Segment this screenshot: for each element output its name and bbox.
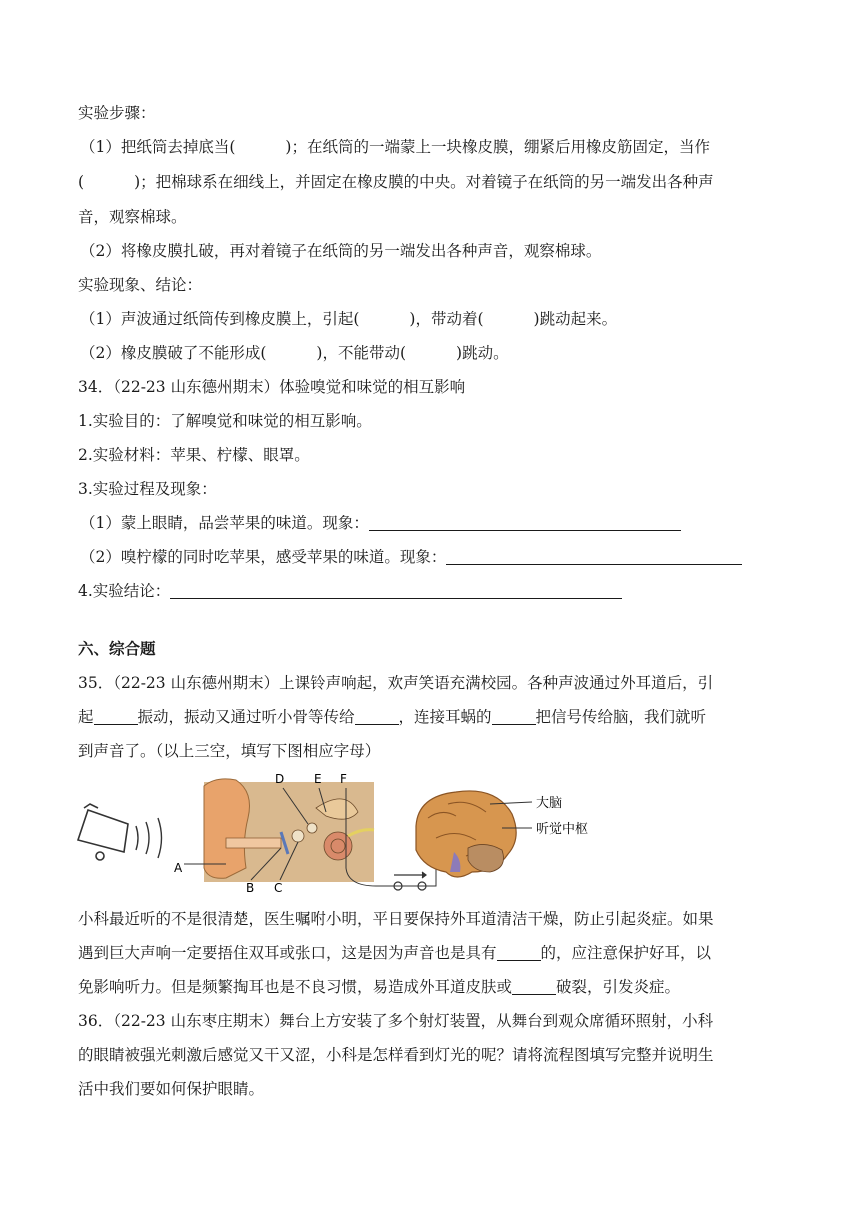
ear-cross-section [204,779,374,882]
q35-line1: 35．（22-23 山东德州期末）上课铃声响起，欢声笑语充满校园。各种声波通过外耳道后，引 [78,674,714,692]
label-c: C [274,881,283,895]
answer-blank[interactable] [497,944,541,961]
result1-line: （1）声波通过纸筒传到橡皮膜上，引起( )，带动着( )跳动起来。 [80,310,618,328]
auditory-center-label: 听觉中枢 [536,822,589,837]
q36-line1: 36．（22-23 山东枣庄期末）舞台上方安装了多个射灯装置，从舞台到观众席循环照射，小科 [78,1012,714,1030]
q36-line3: 活中我们要如何保护眼睛。 [78,1080,265,1098]
steps-heading: 实验步骤： [78,104,156,122]
step1-line3: 音，观察棉球。 [78,208,187,226]
step2-line: （2）将橡皮膜扎破，再对着镜子在纸筒的另一端发出各种声音，观察棉球。 [80,242,602,260]
sound-waves-icon [136,818,162,858]
result-heading: 实验现象、结论： [78,276,203,294]
result2-line: （2）橡皮膜破了不能形成( )，不能带动( )跳动。 [80,344,509,362]
q34-conclusion: 4.实验结论： [78,581,622,601]
step1-line1: （1）把纸筒去掉底当( )；在纸筒的一端蒙上一块橡皮膜，绷紧后用橡皮筋固定，当作 [80,138,710,156]
step1-line2: ( )；把棉球系在细线上，并固定在橡皮膜的中央。对着镜子在纸筒的另一端发出各种声 [78,173,714,191]
answer-blank[interactable] [446,548,742,565]
answer-blank[interactable] [492,708,536,725]
answer-blank[interactable] [355,708,399,725]
answer-blank[interactable] [369,514,681,531]
q36-line2: 的眼睛被强光刺激后感觉又干又涩，小科是怎样看到灯光的呢？请将流程图填写完整并说明生 [78,1046,714,1064]
q34-materials: 2.实验材料：苹果、柠檬、眼罩。 [78,446,310,464]
q35-line5: 遇到巨大声响一定要捂住双耳或张口，这是因为声音也是具有 的，应注意保护好耳，以 [78,944,712,962]
bell-icon [78,804,128,860]
q35-line3: 到声音了。（以上三空，填写下图相应字母） [78,742,381,760]
q35-line6: 免影响听力。但是频繁掏耳也是不良习惯，易造成外耳道皮肤或 破裂，引发炎症。 [78,978,681,996]
brain-label: 大脑 [536,796,563,811]
label-b: B [246,881,255,895]
q34-process: 3.实验过程及现象： [78,480,217,498]
label-f: F [340,772,347,786]
label-e: E [314,772,322,786]
nerve-signal-icon [394,872,426,890]
answer-blank[interactable] [512,978,556,995]
answer-blank[interactable] [170,582,622,599]
brain-illustration [416,791,532,877]
q35-line2: 起 振动，振动又通过听小骨等传给 ，连接耳蜗的 把信号传给脑，我们就听 [78,708,707,726]
q35-line4: 小科最近听的不是很清楚，医生嘱咐小明，平日要保持外耳道清洁干燥，防止引起炎症。如果 [78,910,714,928]
section-heading: 六、综合题 [78,640,156,658]
label-d: D [275,772,285,786]
q34-p1: （1）蒙上眼睛，品尝苹果的味道。现象： [80,513,681,533]
q34-title: 34．（22-23 山东德州期末）体验嗅觉和味觉的相互影响 [78,378,466,396]
ear-hearing-diagram [76,768,636,900]
label-a: A [174,861,183,875]
answer-blank[interactable] [94,708,138,725]
q34-purpose: 1.实验目的：了解嗅觉和味觉的相互影响。 [78,412,372,430]
q34-p2: （2）嗅柠檬的同时吃苹果，感受苹果的味道。现象： [80,547,742,567]
